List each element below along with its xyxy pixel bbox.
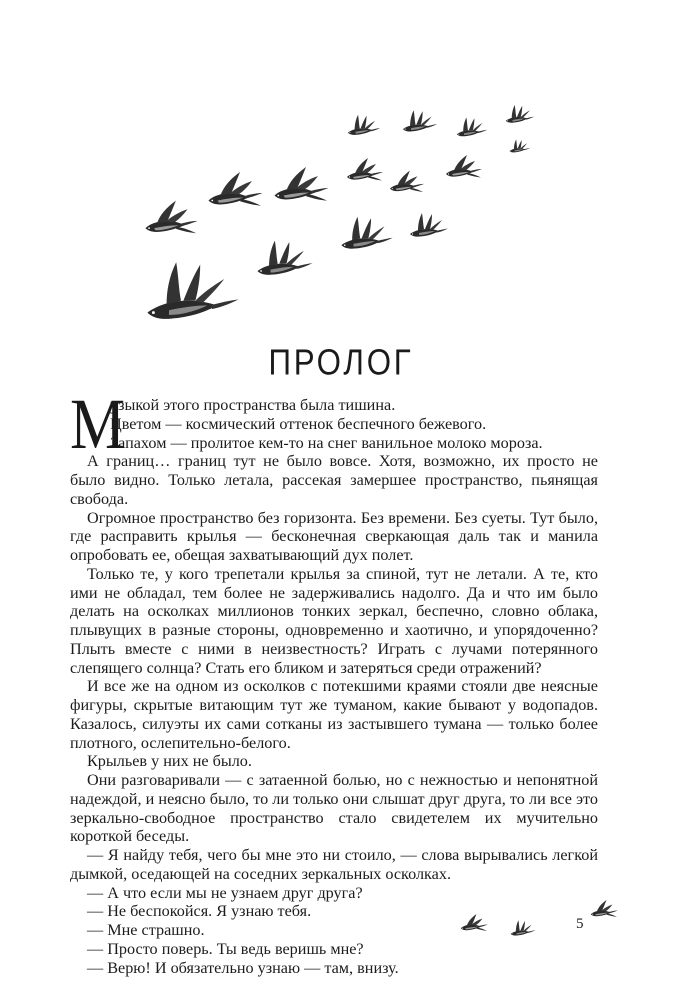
swallow-icon (347, 112, 381, 138)
text-line: Цветом — космический оттенок беспечного бежевого. (110, 414, 487, 433)
swallow-icon (445, 152, 485, 182)
swallow-icon (409, 210, 449, 240)
dialogue-line: — Верю! И обязательно узнаю — там, внизу. (87, 958, 399, 977)
swallow-icon (273, 163, 333, 207)
text-line: узыкой этого пространства была тишина. (110, 396, 396, 414)
swallow-icon (509, 137, 531, 155)
swallow-icon (505, 103, 535, 125)
dialogue-line: — Я найду тебя, чего бы мне это ни стоило, — слова вырывались легкой дымкой, оседающей на соседних зеркальных осколках. (70, 846, 598, 883)
dialogue-line: — Просто поверь. Ты ведь веришь мне? (87, 939, 364, 958)
paragraph: Огромное пространство без горизонта. Без времени. Без суеты. Тут было, где расправить крылья — бесконечная сверкающая даль так и манила опробовать ее, обещая захватывающий дух полет. (70, 508, 598, 564)
paragraph: А границ… границ тут не было вовсе. Хотя, возможно, их просто не было видно. Только летала, рассекая замершее пространство, пьянящая свобода. (70, 452, 598, 508)
text-line: Запахом — пролитое кем-то на снег ванильное молоко мороза. (110, 433, 543, 452)
swallow-icon (207, 168, 267, 212)
swallow-icon (402, 108, 438, 134)
swallow-icon (346, 155, 386, 185)
paragraph: Они разговаривали — с затаенной болью, но с нежностью и непонятной надеждой, и неясно было, то ли только они слышат друг друга, то ли все это зеркально-свободное пространство стало свидетелем их мучительно короткой беседы. (70, 771, 598, 846)
swallow-icon (144, 196, 202, 240)
page-number: 5 (576, 916, 584, 932)
chapter-body (70, 384, 598, 977)
swallow-icon (145, 257, 241, 325)
swallow-icon (340, 213, 394, 253)
chapter-title: ПРОЛОГ (268, 343, 414, 383)
dialogue-line: — Мне страшно. (87, 921, 205, 939)
drop-cap: М (70, 384, 126, 464)
swallow-icon (456, 115, 488, 139)
swallow-icon (256, 237, 314, 279)
dialogue-line: — Не беспокойся. Я узнаю тебя. (87, 902, 312, 921)
opening-paragraph (70, 384, 598, 464)
paragraph: Крыльев у них не было. (87, 752, 252, 771)
dialogue-line: — А что если мы не узнаем друг друга? (87, 883, 363, 902)
swallow-icon (389, 167, 427, 197)
paragraph: Только те, у кого трепетали крылья за спиной, тут не летали. А те, кто ими не обладал, тем более не задерживались надолго. Да и что им было делать на осколках миллионов тонких зеркал, беспечно, словно облака, плывущих в разные стороны, одновременно и хаотично, и упорядоченно? Плыть вместе с ними в неизвестность? Играть с лучами потерянного слепящего солнца? Стать его бликом и затеряться среди отражений? (70, 564, 598, 677)
paragraph: И все же на одном из осколков с потекшими краями стояли две неясные фигуры, скрытые витающим тут же туманом, какие бывают у водопадов. Казалось, силуэты их сами сотканы из застывшего тумана — только более плотного, ослепительно-белого. (70, 677, 598, 752)
